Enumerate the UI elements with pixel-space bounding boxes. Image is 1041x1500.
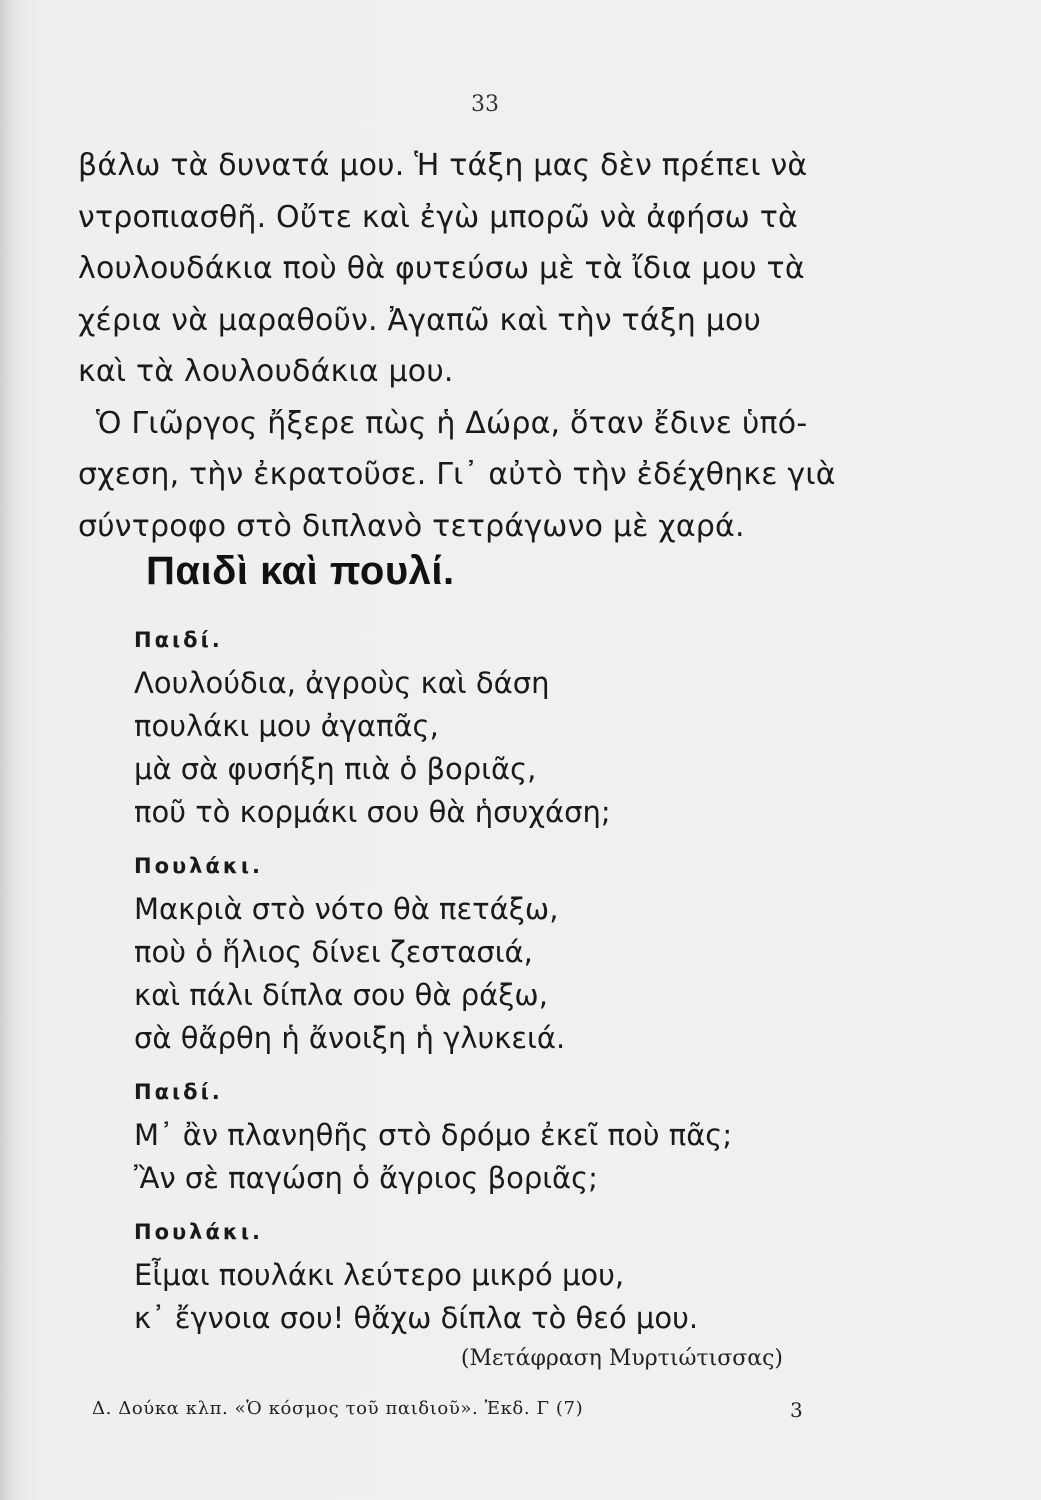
- prose-line: σχεση, τὴν ἐκρατοῦσε. Γι᾽ αὐτὸ τὴν ἐδέχθηκε γιὰ: [78, 457, 836, 492]
- verse-line: ποὺ ὁ ἥλιος δίνει ζεστασιά,: [134, 935, 533, 969]
- poem-title: Παιδὶ καὶ πουλί.: [146, 549, 455, 593]
- verse-line: καὶ πάλι δίπλα σου θὰ ράξω,: [134, 978, 548, 1012]
- speaker-label: Πουλάκι.: [134, 1220, 263, 1244]
- stanza: [134, 1070, 894, 1200]
- speaker-label: Παιδί.: [134, 1080, 223, 1104]
- page-number: 33: [471, 92, 499, 117]
- verse-line: πουλάκι μου ἀγαπᾶς,: [134, 709, 439, 743]
- prose-line: χέρια νὰ μαραθοῦν. Ἀγαπῶ καὶ τὴν τάξη μου: [78, 302, 762, 338]
- prose-line: καὶ τὰ λουλουδάκια μου.: [78, 354, 454, 389]
- verse-line: Εἶμαι πουλάκι λεύτερο μικρό μου,: [134, 1258, 625, 1292]
- footer-imprint: Δ. Δούκα κλπ. «Ὁ κόσμος τοῦ παιδιοῦ». Ἐκδ. Γ (7): [92, 1398, 584, 1419]
- prose-line: βάλω τὰ δυνατά μου. Ἡ τάξη μας δὲν πρέπει νὰ: [78, 148, 808, 183]
- signature-mark: 3: [790, 1398, 803, 1422]
- prose-line: Ὁ Γιῶργος ἤξερε πὼς ἡ Δώρα, ὅταν ἔδινε ὑπό-: [96, 405, 808, 441]
- prose-line: ντροπιασθῆ. Οὔτε καὶ ἐγὼ μπορῶ νὰ ἀφήσω τὰ: [78, 199, 798, 235]
- prose-line: λουλουδάκια ποὺ θὰ φυτεύσω μὲ τὰ ἴδια μου τὰ: [78, 251, 805, 286]
- stanza: [134, 618, 894, 834]
- verse-line: Ἂν σὲ παγώση ὁ ἄγριος βοριᾶς;: [134, 1161, 598, 1195]
- verse-line: Μακριὰ στὸ νότο θὰ πετάξω,: [134, 892, 559, 926]
- verse-line: Μ᾽ ἂν πλανηθῆς στὸ δρόμο ἐκεῖ ποὺ πᾶς;: [134, 1118, 733, 1152]
- speaker-label: Παιδί.: [134, 628, 223, 652]
- verse-line: μὰ σὰ φυσήξη πιὰ ὁ βοριᾶς,: [134, 752, 537, 786]
- verse-line: σὰ θἄρθη ἡ ἄνοιξη ἡ γλυκειά.: [134, 1021, 566, 1055]
- prose-paragraphs: [78, 140, 878, 552]
- prose-line: σύντροφο στὸ διπλανὸ τετράγωνο μὲ χαρά.: [78, 508, 745, 544]
- verse-line: Λουλούδια, ἀγροὺς καὶ δάση: [134, 666, 550, 700]
- speaker-label: Πουλάκι.: [134, 854, 263, 878]
- poem-body: [134, 618, 894, 1350]
- verse-line: κ᾽ ἔγνοια σου! θἄχω δίπλα τὸ θεό μου.: [134, 1301, 699, 1335]
- translation-attribution: (Μετάφραση Μυρτιώτισσας): [460, 1346, 783, 1371]
- stanza: [134, 844, 894, 1060]
- stanza: [134, 1210, 894, 1340]
- verse-line: ποῦ τὸ κορμάκι σου θὰ ἡσυχάση;: [134, 795, 611, 829]
